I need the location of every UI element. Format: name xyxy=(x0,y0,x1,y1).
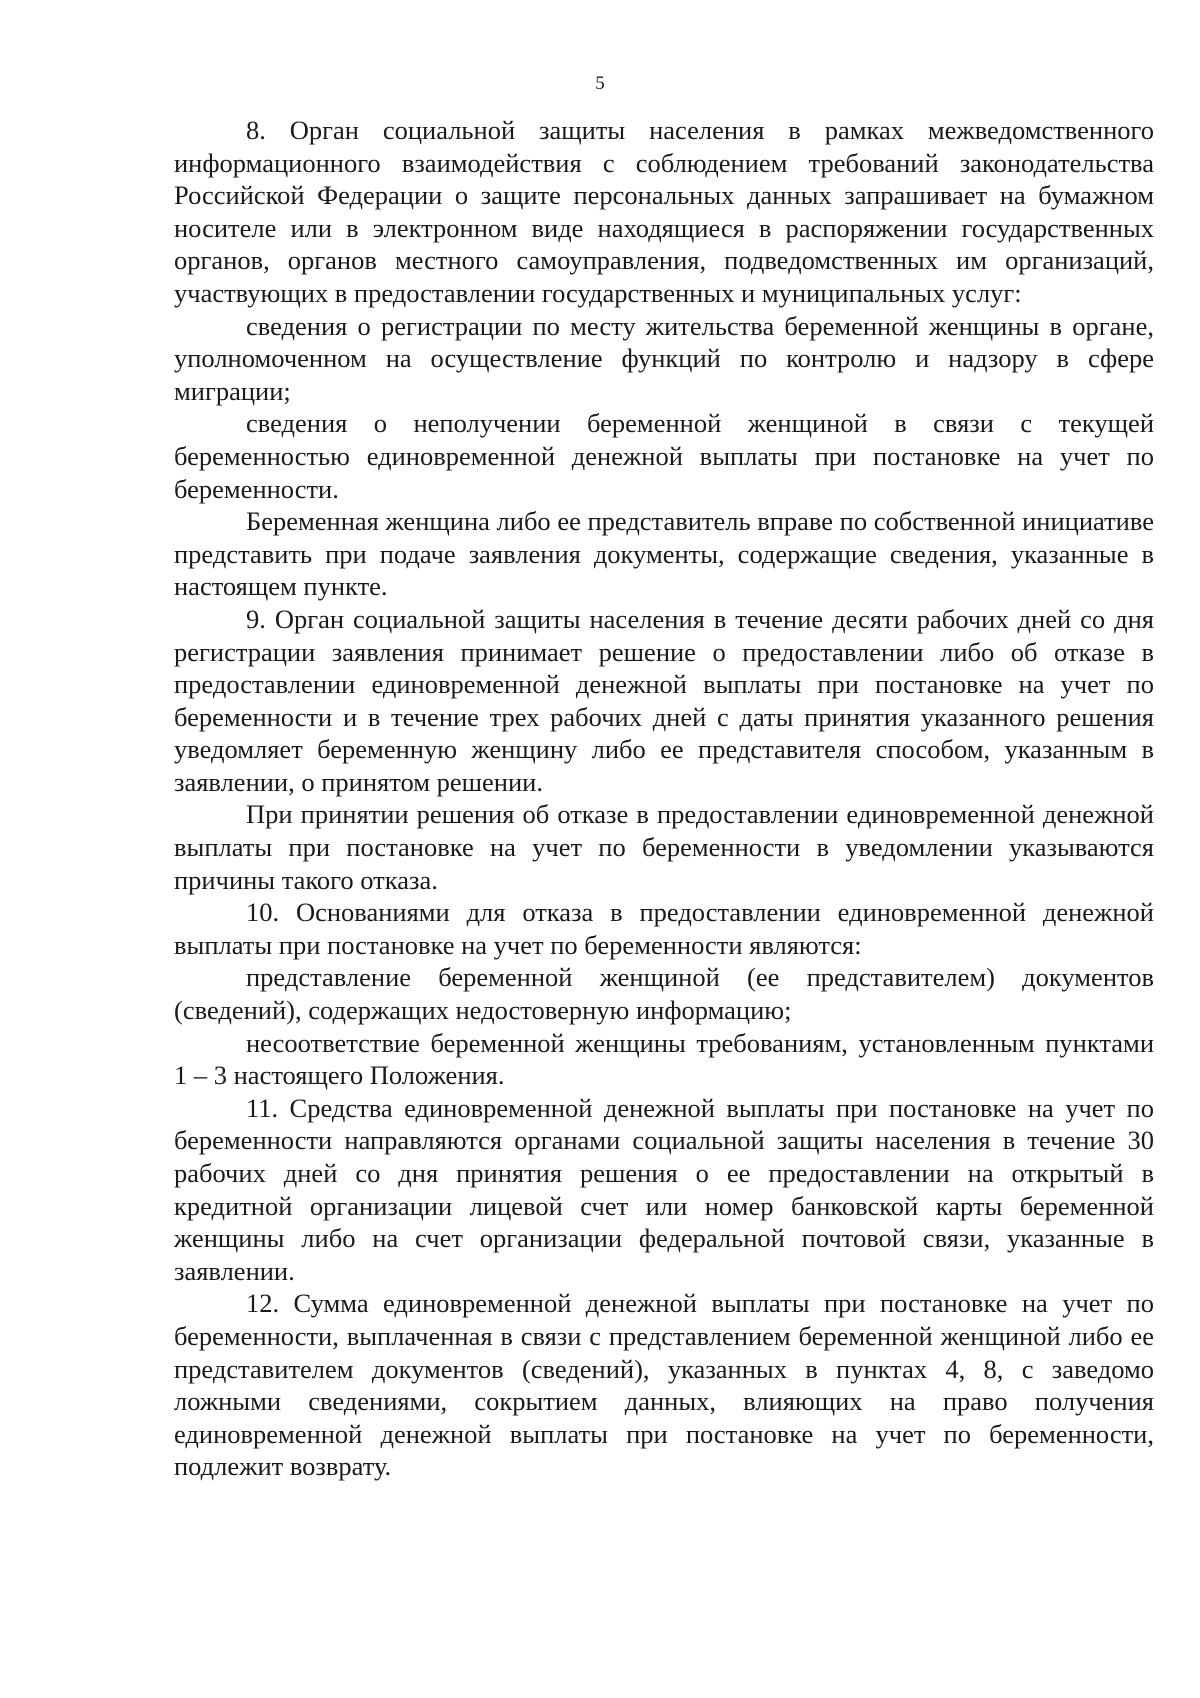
paragraph-10-item-false-info: представление беременной женщиной (ее представителем) документов (сведений), содержащих недостоверную информацию; xyxy=(174,962,1154,1026)
paragraph-8-item-registration: сведения о регистрации по месту жительства беременной женщины в органе, уполномоченном на осуществление функций по контролю и надзору в сфере миграции; xyxy=(174,310,1154,406)
paragraph-10-item-nonconformity: несоответствие беременной женщины требованиям, установленным пунктами 1 – 3 настоящего Положения. xyxy=(174,1027,1154,1091)
paragraph-12: 12. Сумма единовременной денежной выплаты при постановке на учет по беременности, выплаченная в связи с представлением беременной женщиной либо ее представителем документов (сведений), указанных в пунктах 4, 8, с заведомо ложными сведениями, сокрытием данных, влияющих на право получения единовременной денежной выплаты при постановке на учет по беременности, подлежит возврату. xyxy=(174,1288,1154,1482)
document-body xyxy=(174,114,1154,1483)
paragraph-8-item-non-receipt: сведения о неполучении беременной женщиной в связи с текущей беременностью единовременной денежной выплаты при постановке на учет по беременности. xyxy=(174,408,1154,504)
paragraph-8-own-initiative: Беременная женщина либо ее представитель вправе по собственной инициативе представить при подаче заявления документы, содержащие сведения, указанные в настоящем пункте. xyxy=(174,506,1154,602)
paragraph-9: 9. Орган социальной защиты населения в течение десяти рабочих дней со дня регистрации заявления принимает решение о предоставлении либо об отказе в предоставлении единовременной денежной выплаты при постановке на учет по беременности и в течение трех рабочих дней с даты принятия указанного решения уведомляет беременную женщину либо ее представителя способом, указанным в заявлении, о принятом решении. xyxy=(174,603,1154,797)
paragraph-8-intro: 8. Орган социальной защиты населения в рамках межведомственного информационного взаимодействия с соблюдением требований законодательства Российской Федерации о защите персональных данных запрашивает на бумажном носителе или в электронном виде находящиеся в распоряжении государственных органов, органов местного самоуправления, подведомственных им организаций, участвующих в предоставлении государственных и муниципальных услуг: xyxy=(174,115,1154,308)
paragraph-9-refusal-reasons: При принятии решения об отказе в предоставлении единовременной денежной выплаты при постановке на учет по беременности в уведомлении указываются причины такого отказа. xyxy=(174,799,1154,895)
paragraph-10-intro: 10. Основаниями для отказа в предоставлении единовременной денежной выплаты при постановке на учет по беременности являются: xyxy=(174,897,1154,960)
page-number: 5 xyxy=(595,73,605,94)
paragraph-11: 11. Средства единовременной денежной выплаты при постановке на учет по беременности направляются органами социальной защиты населения в течение 30 рабочих дней со дня принятия решения о ее предоставлении на открытый в кредитной организации лицевой счет или номер банковской карты беременной женщины либо на счет организации федеральной почтовой связи, указанные в заявлении. xyxy=(174,1092,1154,1286)
